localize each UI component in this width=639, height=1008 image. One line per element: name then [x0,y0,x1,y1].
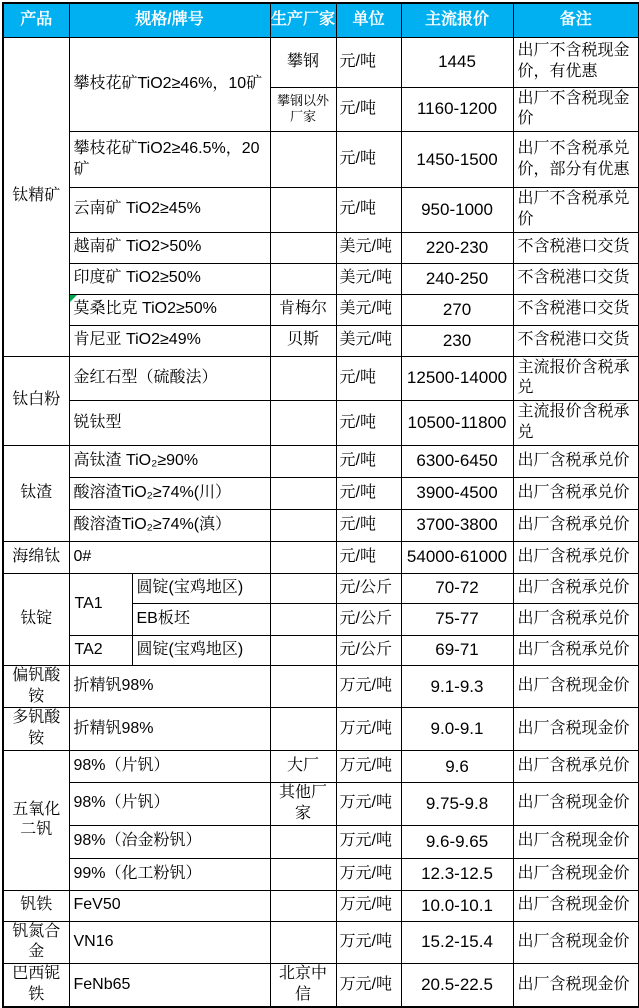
cell-spec: 越南矿 TiO2>50% [69,232,270,263]
cell-note: 出厂含税现金价 [513,890,639,921]
cell-product: 巴西铌铁 [3,964,69,1007]
cell-product: 五氧化二钒 [3,751,69,891]
cell-spec: FeV50 [69,890,270,921]
cell-note: 主流报价含税承兑 [513,356,639,401]
header-row [3,3,639,37]
cell-spec: 云南矿 TiO2≥45% [69,188,270,233]
cell-manufacturer [270,825,336,858]
cell-manufacturer [270,132,336,188]
cell-product: 钒氮合金 [3,921,69,964]
table-row [3,132,639,188]
col-header-unit: 单位 [336,3,401,37]
cell-spec: 印度矿 TiO2≥50% [69,263,270,294]
cell-note: 出厂含税现金价 [513,964,639,1007]
cell-unit: 美元/吨 [336,294,401,325]
cell-unit: 美元/吨 [336,232,401,263]
cell-unit: 元/吨 [336,401,401,446]
cell-unit: 元/吨 [336,477,401,509]
cell-note: 出厂不含税现金价，有优惠 [513,37,639,87]
cell-note: 不含税港口交货 [513,294,639,325]
table-row [3,509,639,541]
col-header-manufacturer: 生产厂家 [270,3,336,37]
cell-price: 10.0-10.1 [401,890,513,921]
cell-price: 3900-4500 [401,477,513,509]
cell-manufacturer [270,477,336,509]
table-row [3,751,639,783]
cell-manufacturer [270,401,336,446]
cell-spec: 高钛渣 TiO₂≥90% [69,445,270,477]
cell-spec: FeNb65 [69,964,270,1007]
cell-product: 偏钒酸铵 [3,665,69,708]
cell-price: 75-77 [401,603,513,635]
table-row [3,783,639,826]
table-row [3,356,639,401]
cell-manufacturer [270,665,336,708]
cell-unit: 元/公斤 [336,635,401,665]
cell-manufacturer [270,858,336,890]
cell-price: 12500-14000 [401,356,513,401]
cell-price: 10500-11800 [401,401,513,446]
table-row [3,188,639,233]
cell-unit: 元/吨 [336,509,401,541]
cell-note: 出厂含税现金价 [513,783,639,826]
cell-spec: 折精钒98% [69,708,270,751]
table-row [3,477,639,509]
cell-price: 9.0-9.1 [401,708,513,751]
cell-spec: 攀枝花矿TiO2≥46.5%，20矿 [69,132,270,188]
cell-unit: 元/吨 [336,541,401,573]
cell-price: 9.1-9.3 [401,665,513,708]
cell-price: 220-230 [401,232,513,263]
cell-unit: 元/公斤 [336,573,401,603]
cell-spec: 98%（片钒） [69,783,270,826]
cell-unit: 美元/吨 [336,325,401,356]
cell-manufacturer: 攀钢以外厂家 [270,87,336,132]
cell-note: 出厂不含税承兑价 [513,188,639,233]
table-row [3,325,639,356]
cell-price: 1160-1200 [401,87,513,132]
cell-spec [69,294,270,325]
cell-unit: 万元/吨 [336,708,401,751]
cell-spec: 肯尼亚 TiO2≥49% [69,325,270,356]
table-row [3,401,639,446]
cell-spec: 圆锭(宝鸡地区) [132,635,270,665]
cell-unit: 万元/吨 [336,921,401,964]
table-row [3,573,639,603]
cell-unit: 元/吨 [336,356,401,401]
cell-note: 出厂含税承兑价 [513,541,639,573]
cell-price: 20.5-22.5 [401,964,513,1007]
table-row [3,708,639,751]
col-header-note: 备注 [513,3,639,37]
cell-manufacturer: 其他厂家 [270,783,336,826]
cell-price: 1450-1500 [401,132,513,188]
cell-product: 钛精矿 [3,37,69,356]
cell-note: 出厂含税承兑价 [513,445,639,477]
cell-note: 出厂含税承兑价 [513,509,639,541]
cell-unit: 美元/吨 [336,263,401,294]
cell-product: 海绵钛 [3,541,69,573]
cell-manufacturer [270,708,336,751]
cell-manufacturer: 贝斯 [270,325,336,356]
cell-price: 950-1000 [401,188,513,233]
cell-note: 不含税港口交货 [513,325,639,356]
table-row [3,825,639,858]
cell-note: 不含税港口交货 [513,263,639,294]
col-header-price: 主流报价 [401,3,513,37]
cell-manufacturer: 大厂 [270,751,336,783]
cell-spec: 98%（冶金粉钒） [69,825,270,858]
cell-note: 出厂含税承兑价 [513,477,639,509]
cell-spec: 折精钒98% [69,665,270,708]
table-row [3,294,639,325]
table-row [3,964,639,1007]
cell-note: 出厂含税现金价 [513,921,639,964]
comment-marker-icon [70,295,77,302]
cell-price: 69-71 [401,635,513,665]
cell-manufacturer [270,188,336,233]
cell-note: 出厂含税现金价 [513,665,639,708]
cell-manufacturer [270,921,336,964]
cell-price: 54000-61000 [401,541,513,573]
cell-unit: 万元/吨 [336,964,401,1007]
cell-spec: 金红石型（硫酸法） [69,356,270,401]
cell-product: 钛渣 [3,445,69,541]
cell-price: 3700-3800 [401,509,513,541]
cell-unit: 元/公斤 [336,603,401,635]
cell-unit: 元/吨 [336,87,401,132]
table-row [3,921,639,964]
cell-unit: 万元/吨 [336,825,401,858]
cell-manufacturer [270,541,336,573]
col-header-spec: 规格/牌号 [69,3,270,37]
cell-note: 出厂含税承兑价 [513,751,639,783]
cell-spec: 酸溶渣TiO₂≥74%(滇） [69,509,270,541]
cell-spec: 锐钛型 [69,401,270,446]
cell-unit: 万元/吨 [336,858,401,890]
cell-price: 9.75-9.8 [401,783,513,826]
cell-note: 主流报价含税承兑 [513,401,639,446]
cell-product: 钛锭 [3,573,69,665]
cell-note: 出厂含税现金价 [513,825,639,858]
cell-price: 15.2-15.4 [401,921,513,964]
cell-manufacturer [270,232,336,263]
cell-unit: 元/吨 [336,445,401,477]
table-row [3,635,639,665]
cell-unit: 元/吨 [336,37,401,87]
cell-price: 9.6-9.65 [401,825,513,858]
table-row [3,665,639,708]
cell-unit: 元/吨 [336,132,401,188]
cell-note: 出厂含税现金价 [513,708,639,751]
cell-spec: 圆锭(宝鸡地区) [132,573,270,603]
cell-manufacturer [270,603,336,635]
table-row [3,37,639,87]
cell-price: 70-72 [401,573,513,603]
cell-unit: 万元/吨 [336,665,401,708]
cell-spec: 酸溶渣TiO₂≥74%(川） [69,477,270,509]
table-row [3,890,639,921]
cell-spec: 攀枝花矿TiO2≥46%，10矿 [69,37,270,132]
cell-price: 270 [401,294,513,325]
cell-unit: 万元/吨 [336,751,401,783]
cell-product: 钒铁 [3,890,69,921]
cell-manufacturer: 肯梅尔 [270,294,336,325]
cell-manufacturer [270,263,336,294]
cell-spec: 99%（化工粉钒） [69,858,270,890]
cell-product: 多钒酸铵 [3,708,69,751]
cell-spec: VN16 [69,921,270,964]
cell-spec: 98%（片钒） [69,751,270,783]
cell-manufacturer [270,573,336,603]
cell-spec: 0# [69,541,270,573]
cell-unit: 元/吨 [336,188,401,233]
col-header-product: 产品 [3,3,69,37]
table-row [3,263,639,294]
cell-price: 230 [401,325,513,356]
table-row [3,445,639,477]
cell-manufacturer: 攀钢 [270,37,336,87]
cell-manufacturer [270,635,336,665]
table-row [3,232,639,263]
cell-note: 出厂含税现金价 [513,858,639,890]
cell-manufacturer [270,356,336,401]
cell-price: 9.6 [401,751,513,783]
cell-price: 12.3-12.5 [401,858,513,890]
cell-unit: 万元/吨 [336,783,401,826]
cell-price: 1445 [401,37,513,87]
cell-note: 出厂含税承兑价 [513,635,639,665]
cell-price: 6300-6450 [401,445,513,477]
cell-note: 出厂含税承兑价 [513,603,639,635]
cell-manufacturer [270,445,336,477]
cell-note: 出厂含税承兑价 [513,573,639,603]
table-row [3,858,639,890]
table-row [3,541,639,573]
cell-manufacturer [270,890,336,921]
cell-grade: TA1 [69,573,132,635]
cell-product: 钛白粉 [3,356,69,445]
cell-note: 出厂不含税现金价 [513,87,639,132]
cell-note: 不含税港口交货 [513,232,639,263]
cell-manufacturer: 北京中信 [270,964,336,1007]
cell-price: 240-250 [401,263,513,294]
price-table [2,2,639,1008]
cell-grade: TA2 [69,635,132,665]
cell-manufacturer [270,509,336,541]
cell-note: 出厂不含税承兑价，部分有优惠 [513,132,639,188]
cell-spec: EB板坯 [132,603,270,635]
cell-unit: 万元/吨 [336,890,401,921]
spec-text: 莫桑比克 TiO2≥50% [73,300,217,318]
